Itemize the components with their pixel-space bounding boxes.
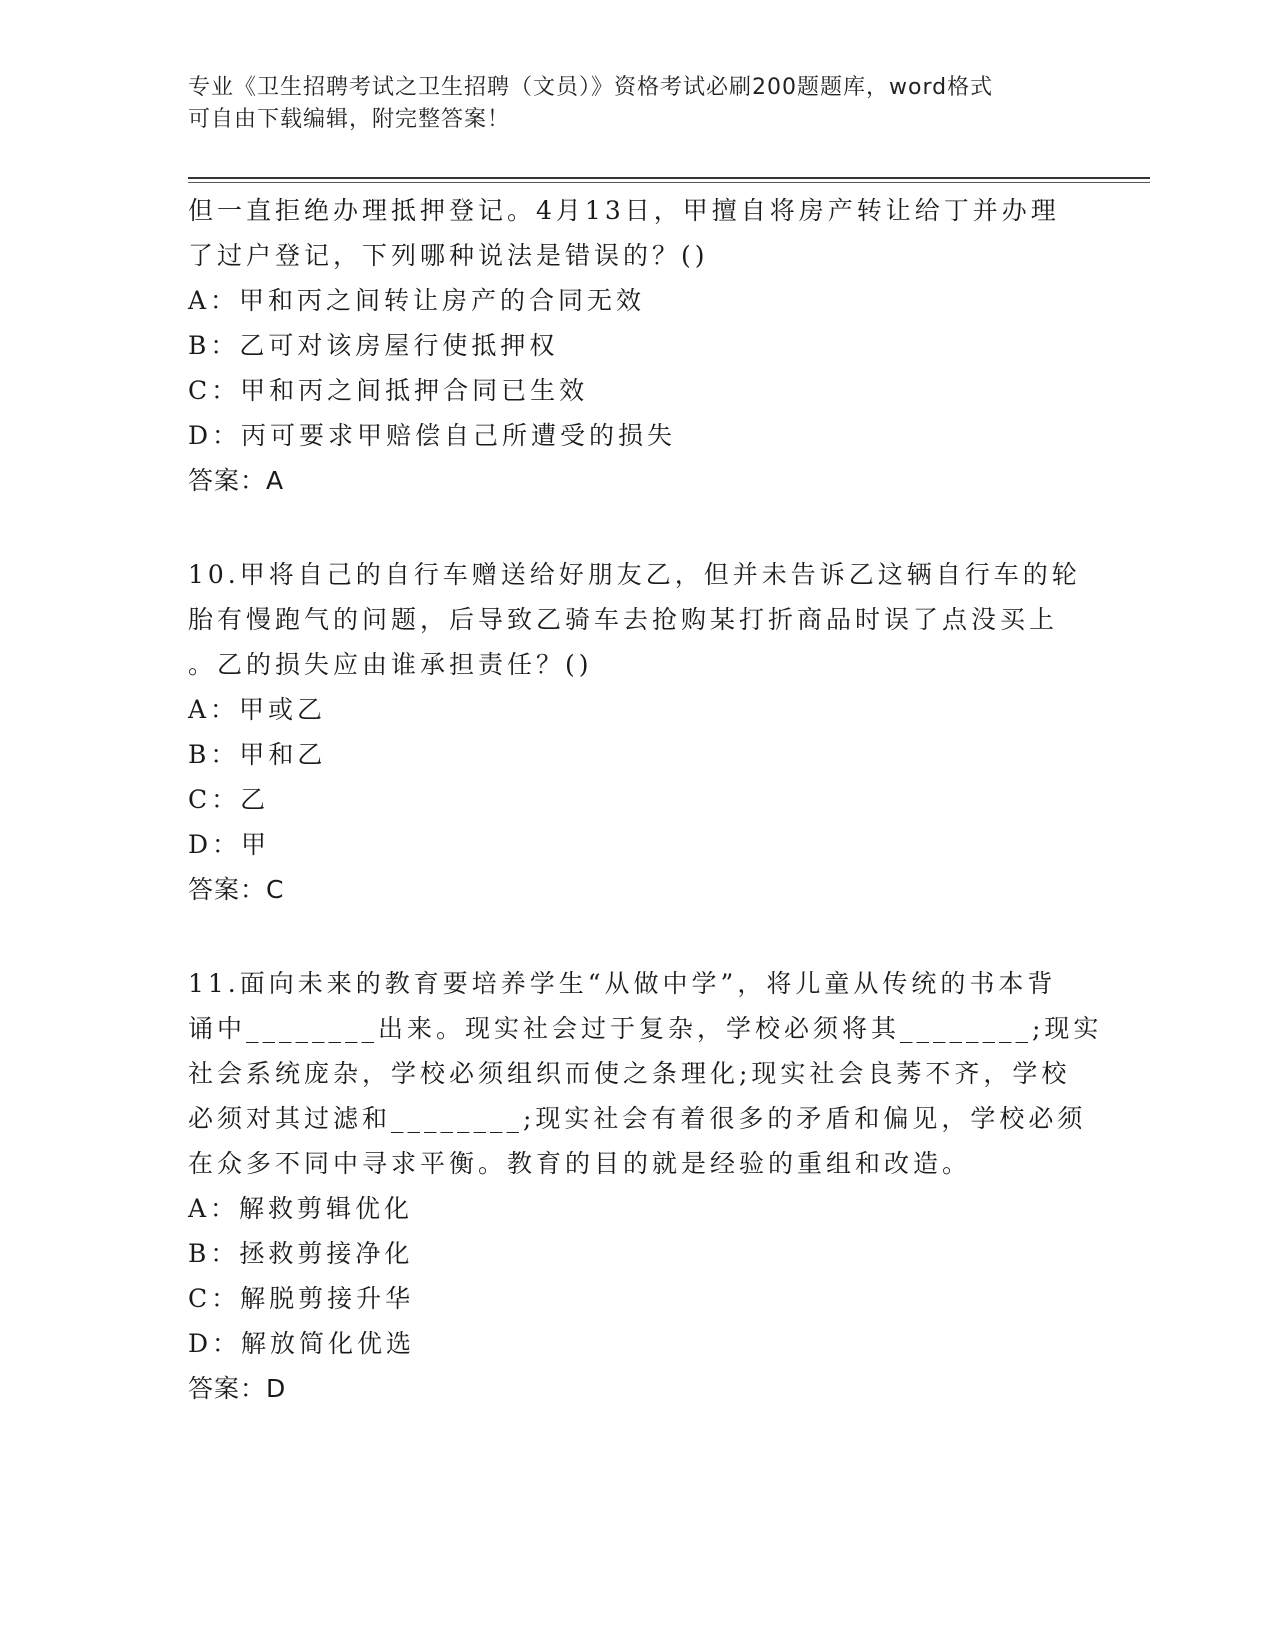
header-divider-thick (188, 177, 1150, 179)
option-c: C：甲和丙之间抵押合同已生效 (188, 376, 589, 405)
question-stem-line: 但一直拒绝办理抵押登记。4月13日，甲擅自将房产转让给丁并办理 (188, 196, 1060, 225)
answer-line: 答案：D (188, 1374, 287, 1403)
question-stem-line: 胎有慢跑气的问题，后导致乙骑车去抢购某打折商品时误了点没买上 (188, 605, 1059, 634)
question-stem-line: 必须对其过滤和________;现实社会有着很多的矛盾和偏见，学校必须 (188, 1104, 1087, 1133)
question-stem-line: 11.面向未来的教育要培养学生“从做中学”，将儿童从传统的书本背 (188, 969, 1057, 998)
question-spacer (188, 912, 1088, 961)
header-title-line-2: 可自由下载编辑，附完整答案！ (188, 107, 511, 132)
question-list (188, 188, 1103, 1411)
header-divider-thin (188, 182, 1150, 183)
question-stem-line: 10.甲将自己的自行车赠送给好朋友乙，但并未告诉乙这辆自行车的轮 (188, 560, 1081, 589)
option-a: A：甲和丙之间转让房产的合同无效 (188, 286, 646, 315)
header-title-line-1: 专业《卫生招聘考试之卫生招聘（文员）》资格考试必刷200题题库，word格式 (188, 75, 994, 100)
option-d: D：丙可要求甲赔偿自己所遭受的损失 (188, 421, 677, 450)
question-stem-line: 在众多不同中寻求平衡。教育的目的就是经验的重组和改造。 (188, 1149, 972, 1178)
answer-line: 答案：A (188, 466, 285, 495)
question-11 (188, 961, 1103, 1411)
question-stem-line: 了过户登记，下列哪种说法是错误的？() (188, 241, 709, 270)
option-a: A：甲或乙 (188, 695, 327, 724)
option-c: C：解脱剪接升华 (188, 1284, 415, 1313)
answer-line: 答案：C (188, 875, 285, 904)
question-10 (188, 552, 1088, 912)
option-a: A：解救剪辑优化 (188, 1194, 414, 1223)
option-c: C：乙 (188, 785, 270, 814)
option-d: D：甲 (188, 830, 271, 859)
option-d: D：解放简化优选 (188, 1329, 416, 1358)
option-b: B：甲和乙 (188, 740, 327, 769)
question-stem-line: 。乙的损失应由谁承担责任？() (188, 650, 593, 679)
question-stem-line: 诵中________出来。现实社会过于复杂，学校必须将其________;现实 (188, 1014, 1103, 1043)
option-b: B：乙可对该房屋行使抵押权 (188, 331, 559, 360)
question-spacer (188, 503, 1088, 552)
option-b: B：拯救剪接净化 (188, 1239, 414, 1268)
question-9 (188, 188, 1088, 503)
question-stem-line: 社会系统庞杂，学校必须组织而使之条理化;现实社会良莠不齐，学校 (188, 1059, 1071, 1088)
page-header (188, 72, 1068, 136)
